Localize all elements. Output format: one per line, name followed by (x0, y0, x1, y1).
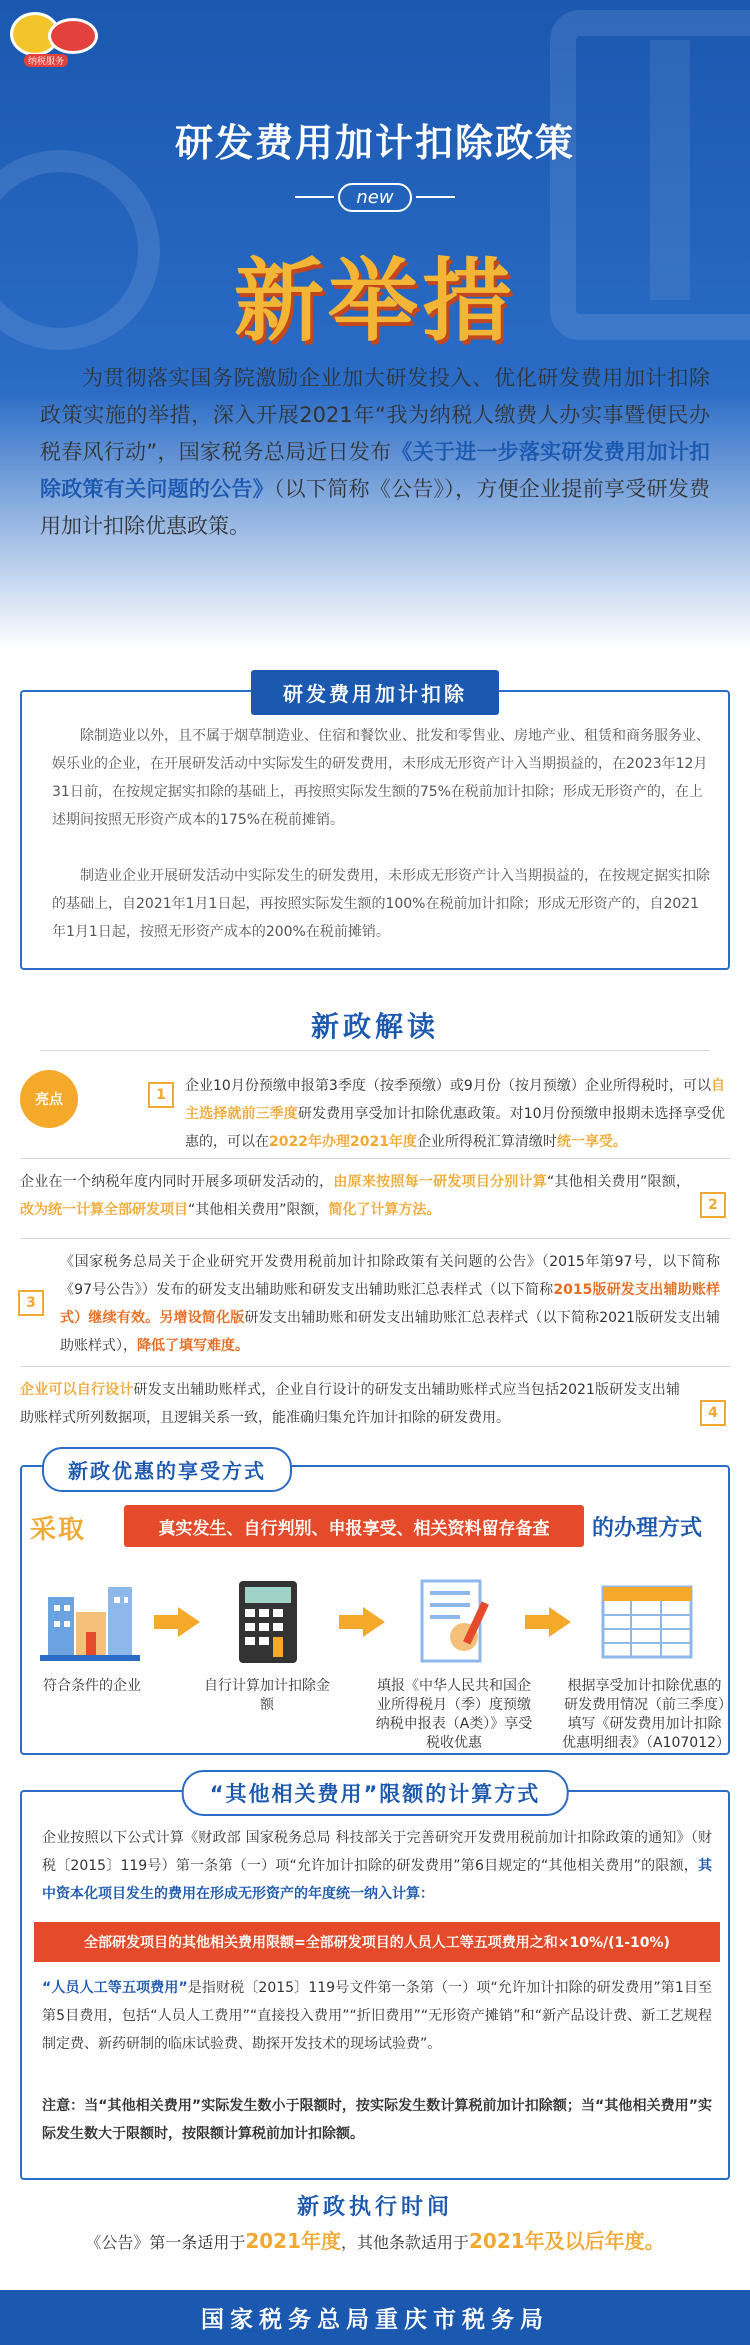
divider (40, 1050, 710, 1051)
formula-banner: 全部研发项目的其他相关费用限额=全部研发项目的人员人工等五项费用之和×10%/(1-10%) (34, 1922, 720, 1962)
item-number-4: 4 (700, 1400, 726, 1426)
badge-line-right (416, 196, 455, 198)
item1-text-e: 企业所得税汇算清缴时 (416, 1134, 557, 1150)
arrow-right-icon (154, 1607, 200, 1637)
five-expenses-term: “人员人工等五项费用” (42, 1980, 188, 1996)
item1-highlight-b: 自主选择就前三季度 (185, 1078, 725, 1122)
item2-highlight-b: 由原来按照每一研发项目分别计算 (333, 1174, 548, 1190)
limit-intro-highlight: 其中资本化项目发生的费用在形成无形资产的年度统一纳入计算： (42, 1858, 712, 1902)
footer-org: 国家税务总局重庆市税务局 (0, 2290, 750, 2345)
logo-ring-red (48, 18, 98, 54)
item2-text-a: 企业在一个纳税年度内同时开展多项研发活动的， (20, 1174, 334, 1190)
exec-year-2: 2021年及以后年度。 (469, 2229, 665, 2253)
item3-text-c: 研发支出辅助账和研发支出辅助账汇总表样式（以下简称2021版研发支出辅助账样式）， (60, 1310, 721, 1354)
item4-highlight-a: 企业可以自行设计 (20, 1382, 134, 1398)
enjoy-method-box (20, 1459, 731, 1755)
item3-highlight-b: 2015版研发支出辅助账样式）继续有效。另增设简化版 (60, 1282, 721, 1326)
policy-paragraph-manufacturing: 制造业企业开展研发活动中实际发生的研发费用，未形成无形资产计入当期损益的，在按规定据实扣除的基础上，自2021年1月1日起，再按照实际发生额的100%在税前加计扣除；形成无形资产的，自2021年1月1日起，按照无形资产成本的200%在税前摊销。 (52, 868, 710, 940)
service-logo (10, 12, 105, 67)
arrow-right-icon (525, 1607, 571, 1637)
policy-box (20, 682, 730, 970)
execution-time-text (0, 2225, 750, 2254)
exec-text-b: ，其他条款适用于 (341, 2233, 470, 2252)
item-number-1: 1 (148, 1082, 174, 1108)
limit-calculation-box (20, 1782, 730, 2180)
intro-text-b: （以下简称《公告》），方便企业提前享受研发费用加计扣除优惠政策。 (40, 477, 710, 538)
limit-intro-text: 企业按照以下公式计算《财政部 国家税务总局 科技部关于完善研究开发费用税前加计扣除政策的通知》（财税〔2015〕119号）第一条第（一）项“允许加计扣除的研发费用”第6目规定的“其他相关费用”的限额， (42, 1830, 712, 1874)
highlight-bulb-icon (20, 1070, 78, 1128)
page-title: 研发费用加计扣除政策 (174, 121, 575, 165)
badge-line-left (295, 196, 334, 198)
interpretation-item-3 (60, 1248, 720, 1360)
item3-highlight-d: 降低了填写难度。 (137, 1338, 249, 1354)
item1-text-a: 企业10月份预缴申报第3季度（按季预缴）或9月份（按月预缴）企业所得税时，可以 (185, 1078, 711, 1094)
note-paragraph: 注意：当“其他相关费用”实际发生数小于限额时，按实际发生数计算税前加计扣除额；当“其他相关费用”实际发生数大于限额时，按限额计算税前加计扣除额。 (42, 2098, 712, 2142)
intro-paragraph (40, 360, 710, 545)
exec-year-1: 2021年度 (245, 2229, 341, 2253)
intro-text-a: 为贯彻落实国务院激励企业加大研发投入、优化研发费用加计扣除政策实施的举措，深入开展2021年“我为纳税人缴费人办实事暨便民办税春风行动”，国家税务总局近日发布 (40, 366, 710, 464)
hero-banner (0, 0, 750, 650)
logo-tag: 纳税服务 (24, 54, 68, 67)
item2-highlight-d: 改为统一计算全部研发项目 (20, 1202, 188, 1218)
item4-text-b: 研发支出辅助账样式，企业自行设计的研发支出辅助账样式应当包括2021版研发支出辅助账样式所列数据项，且逻辑关系一致，能准确归集允许加计扣除的研发费用。 (20, 1382, 680, 1426)
divider (20, 1158, 730, 1159)
calculator-icon (217, 1577, 317, 1667)
step-caption-1: 符合条件的企业 (43, 1678, 141, 1694)
interpretation-item-1 (185, 1072, 725, 1156)
item-number-3: 3 (18, 1290, 44, 1316)
interpretation-item-2 (20, 1168, 690, 1224)
step-caption-3: 填报《中华人民共和国企业所得税月（季）度预缴纳税申报表（A类）》享受税收优惠 (375, 1678, 533, 1751)
divider (20, 1238, 730, 1239)
table-icon (597, 1577, 697, 1667)
item2-highlight-f: 简化了计算方法。 (328, 1202, 441, 1218)
interpretation-heading: 新政解读 (310, 1010, 439, 1043)
item3-text-a: 《国家税务总局关于企业研究开发费用税前加计扣除政策有关问题的公告》（2015年第97号，以下简称《97号公告》）发布的研发支出辅助账和研发支出辅助账汇总表样式（以下简称 (60, 1254, 720, 1298)
bulb-label: 亮点 (35, 1092, 63, 1108)
adopt-label: 采取 (30, 1515, 87, 1545)
limit-intro-paragraph (42, 1824, 712, 1908)
five-expenses-paragraph (42, 1974, 712, 2058)
interpretation-item-4 (20, 1376, 680, 1432)
method-banner: 真实发生、自行判别、申报享受、相关资料留存备查 (124, 1505, 584, 1547)
building-icon (40, 1577, 140, 1667)
execution-time-heading: 新政执行时间 (296, 2195, 453, 2220)
item1-highlight-d: 2022年办理2021年度 (269, 1134, 417, 1150)
new-label: new (338, 183, 411, 212)
limit-calculation-heading: “其他相关费用”限额的计算方式 (182, 1770, 569, 1816)
policy-paragraph-nonmanufacturing: 除制造业以外，且不属于烟草制造业、住宿和餐饮业、批发和零售业、房地产业、租赁和商务服务业、娱乐业的企业，在开展研发活动中实际发生的研发费用，未形成无形资产计入当期损益的，在2023年12月31日前，在按规定据实扣除的基础上，再按照实际发生额的75%在税前加计扣除；形成无形资产的，在上述期间按照无形资产成本的175%在税前摊销。 (52, 728, 710, 828)
item2-text-e: “其他相关费用”限额， (188, 1202, 329, 1218)
item-number-2: 2 (700, 1192, 726, 1218)
intro-announcement-title: 《关于进一步落实研发费用加计扣除政策有关问题的公告》 (40, 440, 710, 501)
item2-text-c: “其他相关费用”限额， (547, 1174, 690, 1190)
step-caption-4: 根据享受加计扣除优惠的研发费用情况（前三季度）填写《研发费用加计扣除优惠明细表》（A107012） (562, 1678, 731, 1751)
method-suffix: 的办理方式 (592, 1516, 703, 1541)
exec-text-a: 《公告》第一条适用于 (85, 2233, 246, 2252)
enjoy-method-heading: 新政优惠的享受方式 (42, 1447, 292, 1492)
headline: 新举措 (234, 249, 516, 354)
five-expenses-text: 是指财税〔2015〕119号文件第一条第（一）项“允许加计扣除的研发费用”第1目至第5目费用，包括“人员人工费用”“直接投入费用”“折旧费用”“无形资产摊销”和“新产品设计费、新工艺规程制定费、新药研制的临床试验费、勘探开发技术的现场试验费”。 (42, 1980, 712, 2052)
divider (20, 1366, 730, 1367)
item1-text-c: 研发费用享受加计扣除优惠政策。对10月份预缴申报期未选择享受优惠的，可以在 (185, 1106, 725, 1150)
arrow-right-icon (339, 1607, 385, 1637)
form-icon (402, 1577, 502, 1667)
step-caption-2: 自行计算加计扣除金额 (204, 1678, 330, 1713)
policy-box-heading: 研发费用加计扣除 (251, 670, 499, 715)
item1-highlight-f: 统一享受。 (556, 1134, 627, 1150)
new-badge (295, 180, 455, 214)
